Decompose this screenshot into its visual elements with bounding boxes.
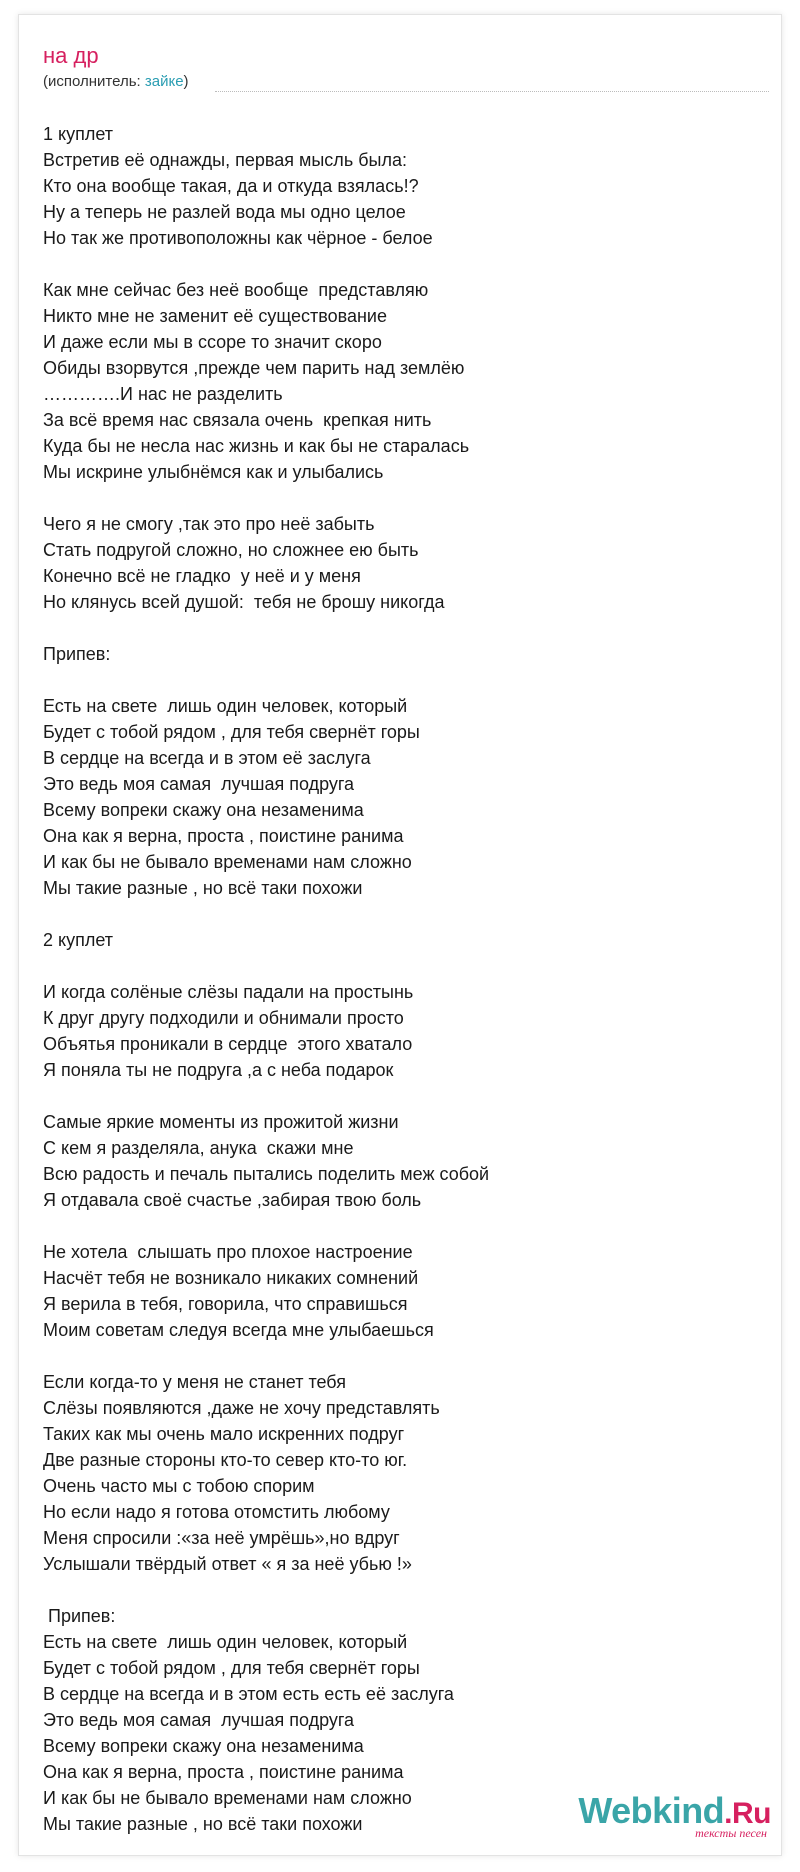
stanza-gap (43, 485, 763, 511)
lyric-line: Моим советам следуя всегда мне улыбаешься (43, 1320, 434, 1340)
lyric-line: Стать подругой сложно, но сложнее ею быть (43, 540, 419, 560)
lyric-line: Кто она вообще такая, да и откуда взялась!? (43, 176, 419, 196)
stanza-gap (43, 667, 763, 693)
lyric-line: Встретив её однажды, первая мысль была: (43, 150, 407, 170)
lyric-line: Это ведь моя самая лучшая подруга (43, 1710, 355, 1730)
lyric-line: И когда солёные слёзы падали на простынь (43, 982, 414, 1002)
lyric-line: ………….И нас не разделить (43, 384, 283, 404)
logo-suffix: .Ru (724, 1797, 771, 1830)
lyric-line: И как бы не бывало временами нам сложно (43, 1788, 412, 1808)
stanza-gap (43, 1083, 763, 1109)
lyrics-body (43, 121, 763, 1837)
lyric-line: Очень часто мы с тобою спорим (43, 1476, 315, 1496)
lyric-line: Конечно всё не гладко у неё и у меня (43, 566, 361, 586)
lyric-line: Но клянусь всей душой: тебя не брошу никогда (43, 592, 445, 612)
lyric-line: Всему вопреки скажу она незаменима (43, 1736, 364, 1756)
title-divider (215, 91, 769, 92)
lyric-line: Как мне сейчас без неё вообще представляю (43, 280, 429, 300)
stanza-gap (43, 901, 763, 927)
stanza-gap (43, 953, 763, 979)
lyric-line: Таких как мы очень мало искренних подруг (43, 1424, 405, 1444)
lyric-line: Услышали твёрдый ответ « я за неё убью !» (43, 1554, 412, 1574)
lyric-line: Она как я верна, проста , поистине ранима (43, 1762, 404, 1782)
lyric-line: Слёзы появляются ,даже не хочу представлять (43, 1398, 440, 1418)
lyric-line: Будет с тобой рядом , для тебя свернёт горы (43, 722, 420, 742)
lyric-line: Я отдавала своё счастье ,забирая твою боль (43, 1190, 422, 1210)
lyric-line: Есть на свете лишь один человек, который (43, 1632, 408, 1652)
lyric-line: За всё время нас связала очень крепкая нить (43, 410, 432, 430)
stanza-gap (43, 1213, 763, 1239)
lyric-line: Самые яркие моменты из прожитой жизни (43, 1112, 399, 1132)
lyric-line: Это ведь моя самая лучшая подруга (43, 774, 355, 794)
lyric-line: Обиды взорвутся ,прежде чем парить над землёю (43, 358, 465, 378)
lyric-line: Припев: (43, 1606, 116, 1626)
site-logo[interactable] (578, 1790, 771, 1841)
lyric-line: Если когда-то у меня не станет тебя (43, 1372, 346, 1392)
lyric-line: Никто мне не заменит её существование (43, 306, 387, 326)
lyric-line: Всю радость и печаль пытались поделить меж собой (43, 1164, 490, 1184)
stanza-gap (43, 251, 763, 277)
logo-main-text: Webkind (578, 1790, 725, 1831)
lyrics-card (18, 14, 782, 1856)
lyric-line: 2 куплет (43, 930, 113, 950)
lyric-line: И как бы не бывало временами нам сложно (43, 852, 412, 872)
lyric-line: Мы такие разные , но всё таки похожи (43, 1814, 363, 1834)
lyric-line: И даже если мы в ссоре то значит скоро (43, 332, 382, 352)
lyric-line: Всему вопреки скажу она незаменима (43, 800, 364, 820)
lyric-line: Но так же противоположны как чёрное - белое (43, 228, 433, 248)
lyric-line: Меня спросили :«за неё умрёшь»,но вдруг (43, 1528, 400, 1548)
lyric-line: Будет с тобой рядом , для тебя свернёт горы (43, 1658, 420, 1678)
logo-tagline: тексты песен (695, 1826, 767, 1840)
stanza-gap (43, 1343, 763, 1369)
lyric-line: В сердце на всегда и в этом её заслуга (43, 748, 371, 768)
lyric-line: Она как я верна, проста , поистине ранима (43, 826, 404, 846)
lyric-line: Мы искрине улыбнёмся как и улыбались (43, 462, 384, 482)
lyric-line: С кем я разделяла, анука скажи мне (43, 1138, 354, 1158)
lyric-line: Мы такие разные , но всё таки похожи (43, 878, 363, 898)
lyric-line: К друг другу подходили и обнимали просто (43, 1008, 404, 1028)
lyric-line: Есть на свете лишь один человек, который (43, 696, 408, 716)
lyric-line: Чего я не смогу ,так это про неё забыть (43, 514, 375, 534)
stanza-gap (43, 615, 763, 641)
lyric-line: Припев: (43, 644, 111, 664)
song-title: на др (43, 43, 99, 68)
artist-line (43, 73, 189, 90)
lyric-line: В сердце на всегда и в этом есть есть её заслуга (43, 1684, 454, 1704)
lyric-line: Насчёт тебя не возникало никаких сомнений (43, 1268, 419, 1288)
lyric-line: Ну а теперь не разлей вода мы одно целое (43, 202, 406, 222)
lyric-line: Я поняла ты не подруга ,а с неба подарок (43, 1060, 394, 1080)
artist-prefix: (исполнитель: (43, 73, 145, 90)
stanza-gap (43, 1577, 763, 1603)
lyric-line: Я верила в тебя, говорила, что справишься (43, 1294, 408, 1314)
lyric-line: Две разные стороны кто-то север кто-то юг. (43, 1450, 408, 1470)
artist-link[interactable]: зайке (144, 73, 184, 90)
lyric-line: Но если надо я готова отомстить любому (43, 1502, 390, 1522)
artist-suffix: ) (183, 73, 189, 90)
lyric-line: 1 куплет (43, 124, 113, 144)
lyric-line: Объятья проникали в сердце этого хватало (43, 1034, 413, 1054)
lyric-line: Не хотела слышать про плохое настроение (43, 1242, 413, 1262)
lyric-line: Куда бы не несла нас жизнь и как бы не старалась (43, 436, 470, 456)
